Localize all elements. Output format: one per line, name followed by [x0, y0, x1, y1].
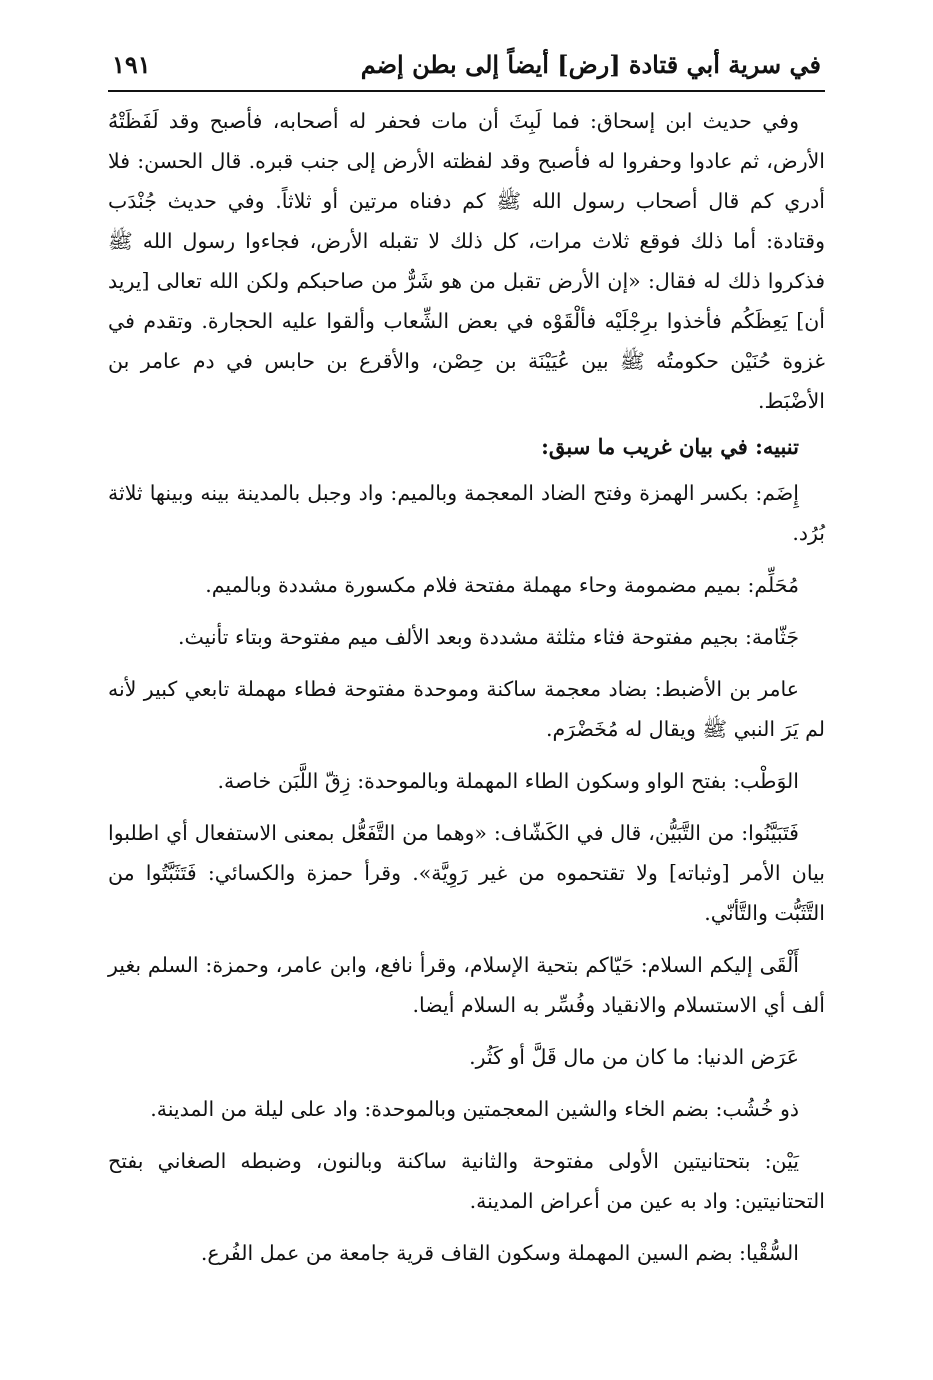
- gloss-term: السُّقْيا:: [739, 1241, 799, 1265]
- header-rule: [108, 90, 825, 92]
- gloss-entry: [108, 617, 825, 657]
- gloss-text: بميم مضمومة وحاء مهملة مفتحة فلام مكسورة مشددة وبالميم.: [205, 573, 748, 597]
- gloss-text: بفتح الواو وسكون الطاء المهملة وبالموحدة: زِقّ اللَّبَن خاصة.: [217, 769, 734, 793]
- gloss-term: ذو خُشُب:: [715, 1097, 799, 1121]
- gloss-entry: [108, 1037, 825, 1077]
- gloss-text: حَيّاكم بتحية الإسلام، وقرأ نافع، وابن عامر، وحمزة: السلم بغير ألف أي الاستسلام والانقياد وفُسِّر به السلام أيضا.: [108, 953, 825, 1017]
- gloss-text: ما كان من مال قَلَّ أو كَثُر.: [469, 1045, 697, 1069]
- gloss-term: إِضَم:: [755, 481, 799, 505]
- gloss-entry: [108, 761, 825, 801]
- intro-paragraph: وفي حديث ابن إسحاق: فما لَبِثَ أن مات فحفر له أصحابه، فأصبح وقد لَفَظَتْهُ الأرض، ثم عادوا وحفروا له فأصبح وقد لفظته الأرض إلى جنب قبره. قال الحسن: فلا أدري كم قال أصحاب رسول الله ﷺ كم دفناه مرتين أو ثلاثاً. وفي حديث جُنْدَب وقتادة: أما ذلك فوقع ثلاث مرات، كل ذلك لا تقبله الأرض، فجاءوا رسول الله ﷺ فذكروا ذلك له فقال: «إن الأرض تقبل من هو شَرٌّ من صاحبكم ولكن الله تعالى [يريد أن] يَعِظَكُم فأخذوا برِجْلَيْه فألْقَوْه في بعض الشِّعاب وألقوا عليه الحجارة. وتقدم في غزوة حُنَيْن حكومتُه ﷺ بين عُيَيْنَة بن حِصْن، والأقرع بن حابس في دم عامر بن الأضْبَط.: [108, 109, 825, 413]
- body-text: [108, 101, 825, 1285]
- gloss-text: بتحتانيتين الأولى مفتوحة والثانية ساكنة وبالنون، وضبطه الصغاني بفتح التحتانيتين: واد به عين من أعراض المدينة.: [108, 1149, 825, 1213]
- gloss-text: بجيم مفتوحة فثاء مثلثة مشددة وبعد الألف ميم مفتوحة وبتاء تأنيث.: [178, 625, 746, 649]
- gloss-entry: [108, 669, 825, 749]
- gloss-text: بضم الخاء والشين المعجمتين وبالموحدة: واد على ليلة من المدينة.: [150, 1097, 716, 1121]
- gloss-text: من التَّبَيُّن، قال في الكَشّاف: «وهما من التَّفَعُّل بمعنى الاستفعال أي اطلبوا بيان الأمر [وثباته] ولا تقتحموه من غير رَوِيَّة». وقرأ حمزة والكسائي: فَتَثَبَّتُوا من التَّثَبُّت والتَّأنّي.: [108, 821, 825, 925]
- gloss-entry: [108, 945, 825, 1025]
- gloss-entry: [108, 813, 825, 933]
- gloss-entry: [108, 1141, 825, 1221]
- gloss-entry: [108, 565, 825, 605]
- gloss-text: بكسر الهمزة وفتح الضاد المعجمة وبالميم: واد وجبل بالمدينة بينه وبينها ثلاثة بُرُد.: [108, 481, 825, 545]
- gloss-entry: [108, 1233, 825, 1273]
- gloss-text: بضاد معجمة ساكنة وموحدة مفتوحة فطاء مهملة تابعي كبير لأنه لم يَرَ النبي ﷺ ويقال له مُخَضْرَم.: [108, 677, 825, 741]
- gloss-entry: [108, 473, 825, 553]
- running-title: في سرية أبي قتادة [رض] أيضاً إلى بطن إضم: [360, 50, 821, 79]
- gloss-term: الوَطْب:: [733, 769, 799, 793]
- gloss-term: عَرَض الدنيا:: [696, 1045, 799, 1069]
- section-heading: تنبيه: في بيان غريب ما سبق:: [541, 434, 799, 459]
- gloss-term: مُحَلِّم:: [747, 573, 799, 597]
- page-number: ١٩١: [112, 50, 151, 79]
- gloss-term: جَثّامة:: [745, 625, 799, 649]
- page-header: [112, 44, 821, 90]
- gloss-term: عامر بن الأضبط:: [654, 677, 799, 701]
- gloss-text: بضم السين المهملة وسكون القاف قرية جامعة من عمل الفُرع.: [200, 1241, 740, 1265]
- gloss-entry: [108, 1089, 825, 1129]
- gloss-term: أَلْقَى إليكم السلام:: [640, 953, 799, 977]
- gloss-term: فَتَبَيَّنُوا:: [741, 821, 799, 845]
- gloss-term: يَيْن:: [764, 1149, 799, 1173]
